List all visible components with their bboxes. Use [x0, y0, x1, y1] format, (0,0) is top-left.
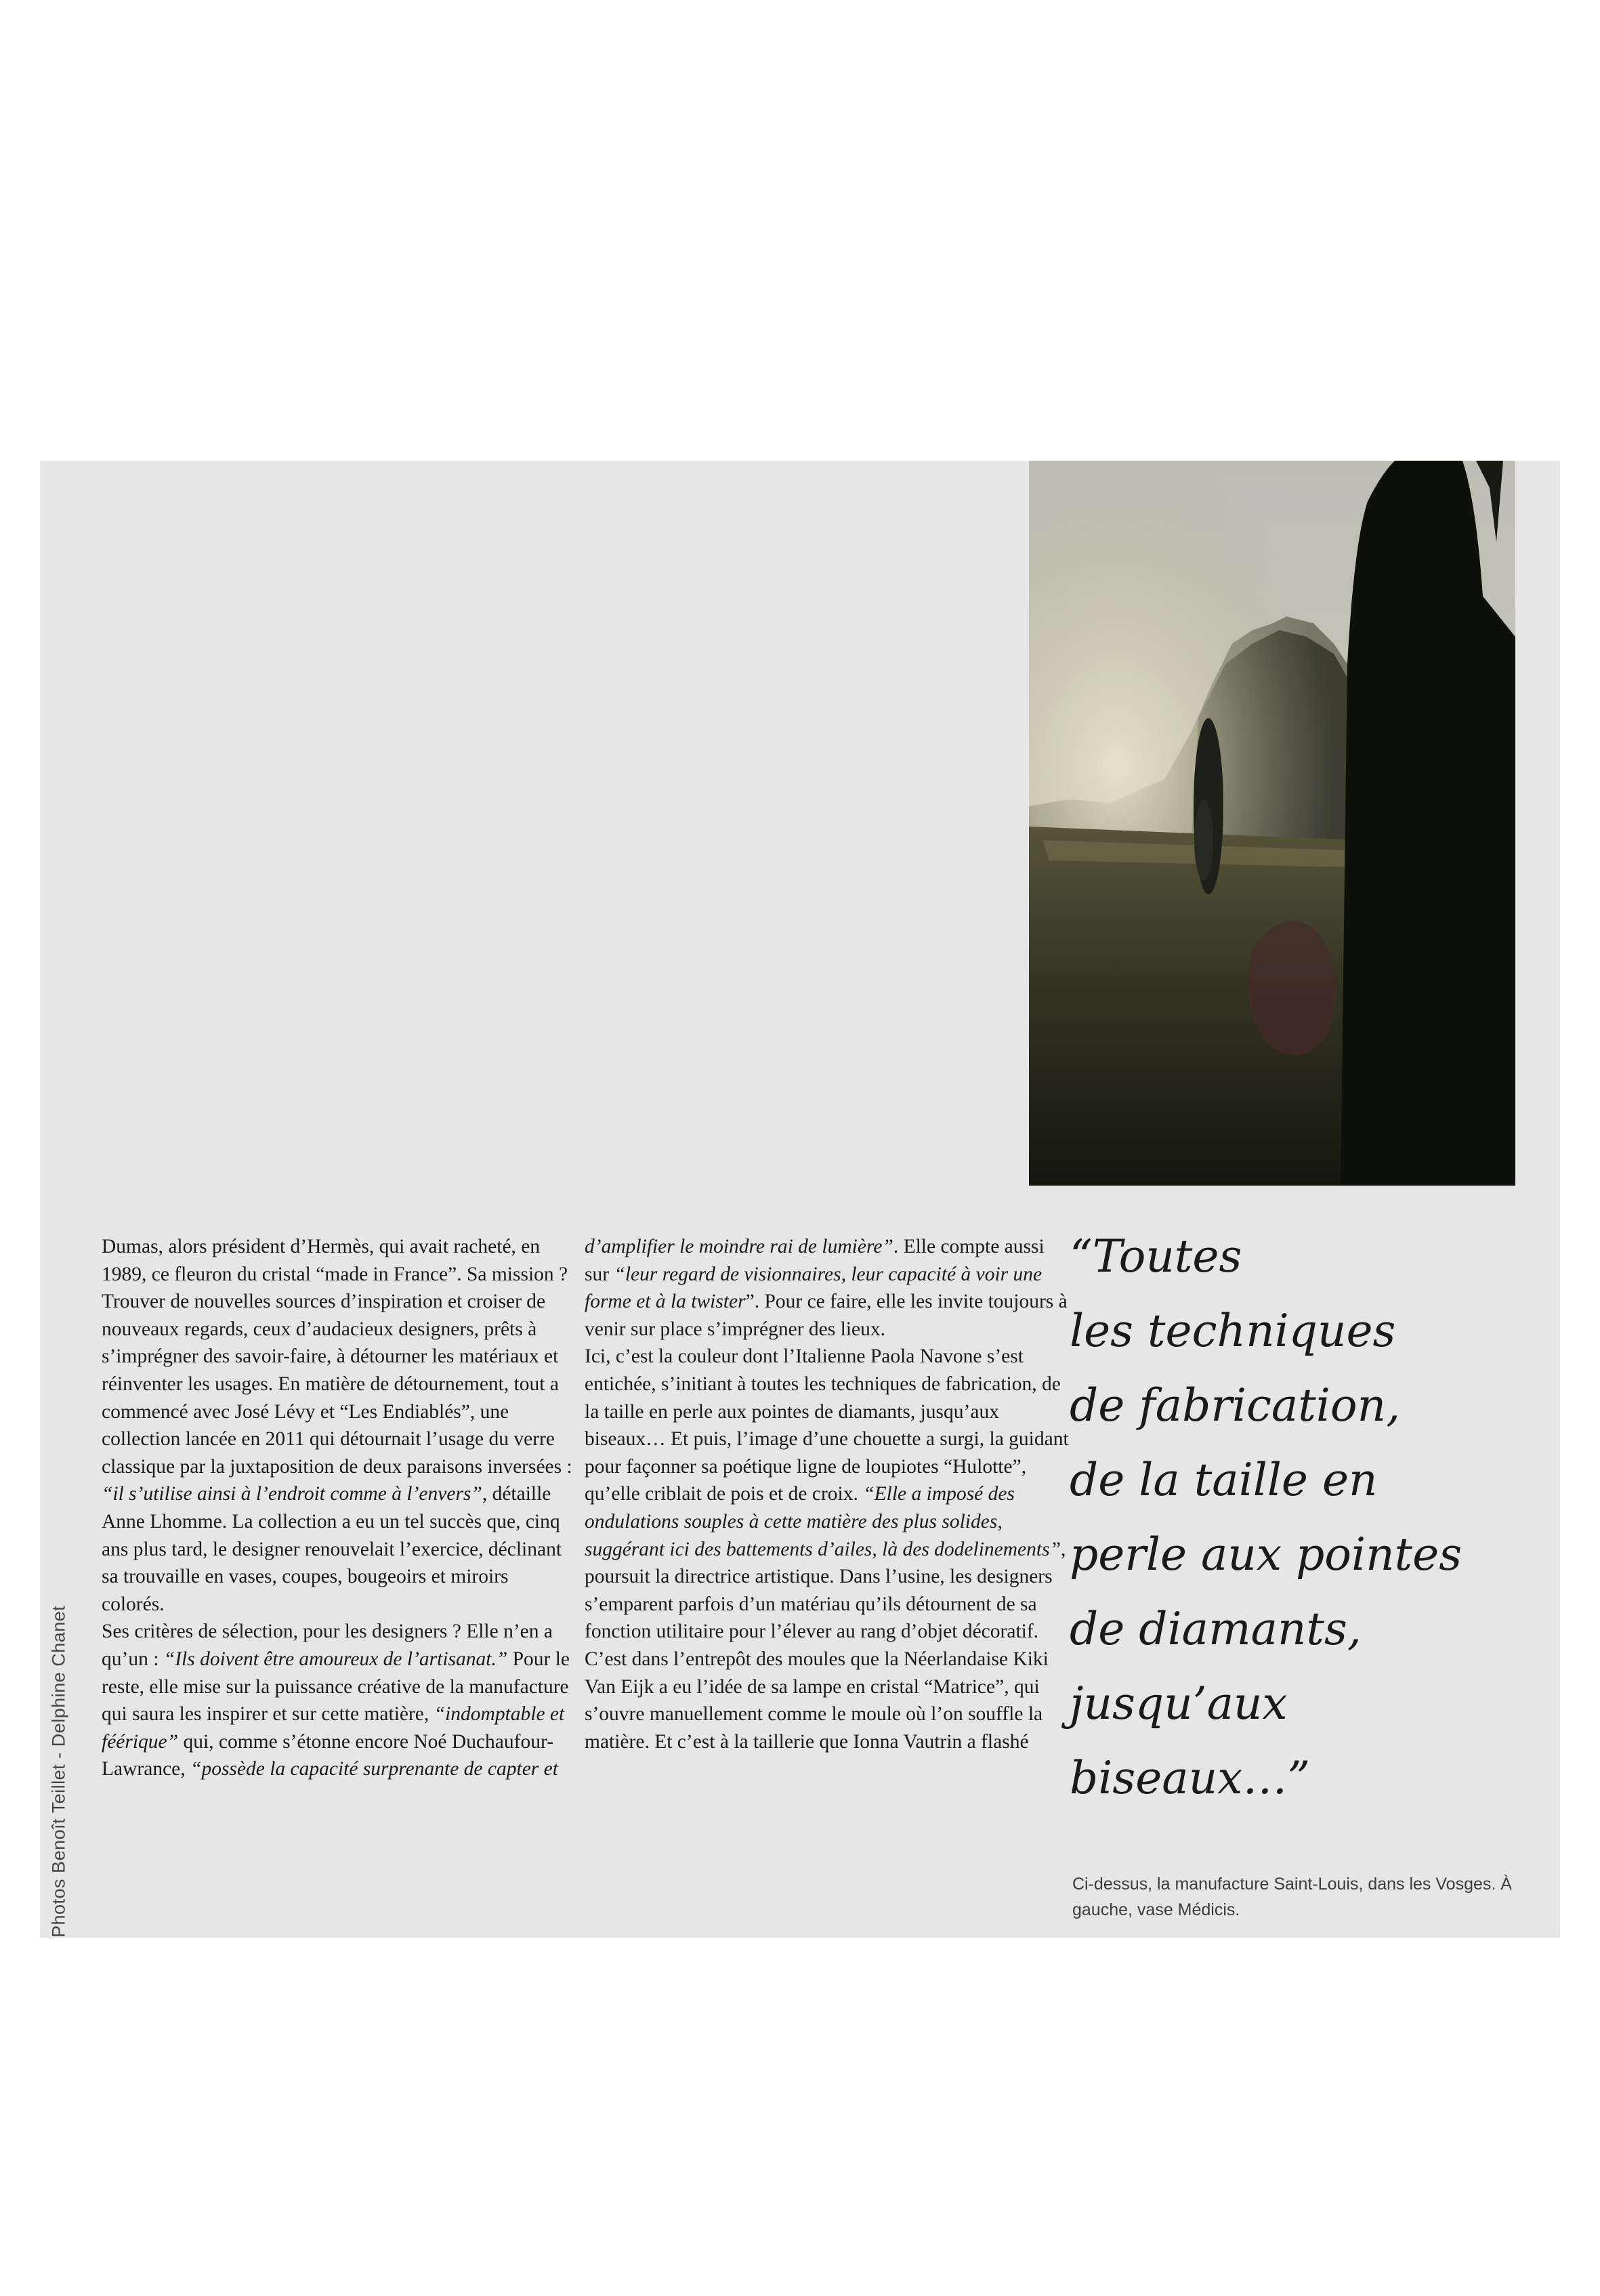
pull-quote-line: de fabrication, — [1070, 1379, 1401, 1432]
landscape-photo — [1029, 461, 1515, 1186]
manufacture-landscape-image — [1029, 461, 1515, 1186]
quote-run: “indomptable et féérique” — [102, 1703, 565, 1753]
text-run: , détaille Anne Lhomme. La collection a eu un tel succès que, cinq ans plus tard, le designer renouvelait l’exercice, déclinant sa trouvaille en vases, coupes, bougeoirs et miroirs colorés. — [102, 1483, 562, 1615]
photo-credit-text: Photos Benoît Teillet - Delphine Chanet — [48, 1605, 69, 1938]
pull-quote-line: de diamants, — [1070, 1603, 1362, 1655]
pull-quote — [1070, 1219, 1557, 1816]
quote-run: “Ils doivent être amoureux de l’artisanat.” — [163, 1648, 508, 1670]
text-run: , poursuit la directrice artistique. Dans l’usine, les designers s’emparent parfois d’un matériau qu’ils détournent de sa fonction utilitaire pour l’élever au rang d’objet décoratif. C’est dans l’entrepôt des moules que la Néerlandaise Kiki Van Eijk a eu l’idée de sa lampe en cristal “Matrice”, qui s’ouvre manuellement comme le moule où l’on souffle la matière. Et c’est à la taillerie que Ionna Vautrin a flashé — [585, 1538, 1066, 1753]
text-run: qui, comme s’étonne encore Noé Duchaufour-Lawrance, — [102, 1730, 554, 1780]
quote-run: “Elle a imposé des ondulations souples à cette matière des plus solides, suggérant ici des battements d’ailes, là des dodelinements” — [585, 1483, 1061, 1560]
column-2-text — [585, 1233, 1072, 1755]
photo-credit — [40, 1477, 78, 1938]
pull-quote-line: les techniques — [1070, 1305, 1396, 1357]
quote-run: “possède la capacité surprenante de capter et — [190, 1758, 558, 1780]
text-run: . Elle compte aussi sur — [585, 1236, 1045, 1285]
magazine-page — [40, 461, 1560, 1938]
pull-quote-line: perle aux pointes — [1070, 1528, 1462, 1581]
quote-run: “leur regard de visionnaires, leur capacité à voir une forme et à la twister — [585, 1263, 1043, 1313]
text-run: Ici, c’est la couleur dont l’Italienne Paola Navone s’est entichée, s’initiant à toutes les techniques de fabrication, de la taille en perle aux pointes de diamants, jusqu’aux biseaux… Et puis, l’image d’une chouette a surgi, la guidant pour façonner sa poétique ligne de loupiotes “Hulotte”, qu’elle criblait de pois et de croix. — [585, 1345, 1069, 1505]
photo-caption: Ci-dessus, la manufacture Saint-Louis, dans les Vosges. À gauche, vase Médicis. — [1072, 1875, 1512, 1919]
text-run: Ses critères de sélection, pour les designers ? Elle n’en a qu’un : — [102, 1621, 553, 1670]
pull-quote-line: de la taille en — [1070, 1454, 1378, 1506]
pull-quote-line: jusqu’aux — [1070, 1677, 1288, 1730]
quote-run: d’amplifier le moindre rai de lumière” — [585, 1236, 893, 1257]
article-column-2 — [585, 1233, 1072, 1755]
pull-quote-line: biseaux…” — [1070, 1752, 1311, 1804]
text-run: Pour le reste, elle mise sur la puissance créative de la manufacture qui saura les inspirer et sur cette matière, — [102, 1648, 570, 1726]
pull-quote-line: “Toutes — [1070, 1230, 1242, 1282]
column-1-text — [102, 1233, 576, 1783]
quote-run: “il s’utilise ainsi à l’endroit comme à l’envers” — [102, 1483, 482, 1505]
article-column-1 — [102, 1233, 576, 1783]
text-run: Dumas, alors président d’Hermès, qui avait racheté, en 1989, ce fleuron du cristal “made in France”. Sa mission ? Trouver de nouvelles sources d’inspiration et croiser de nouveaux regards, ceux d’audacieux designers, prêts à s’imprégner des savoir-faire, à détourner les matériaux et réinventer les usages. En matière de détournement, tout a commencé avec José Lévy et “Les Endiablés”, une collection lancée en 2011 qui détournait l’usage du verre classique par la juxtaposition de deux paraisons inversées : — [102, 1236, 572, 1478]
text-run: ”. Pour ce faire, elle les invite toujours à venir sur place s’imprégner des lieux. — [585, 1291, 1068, 1340]
